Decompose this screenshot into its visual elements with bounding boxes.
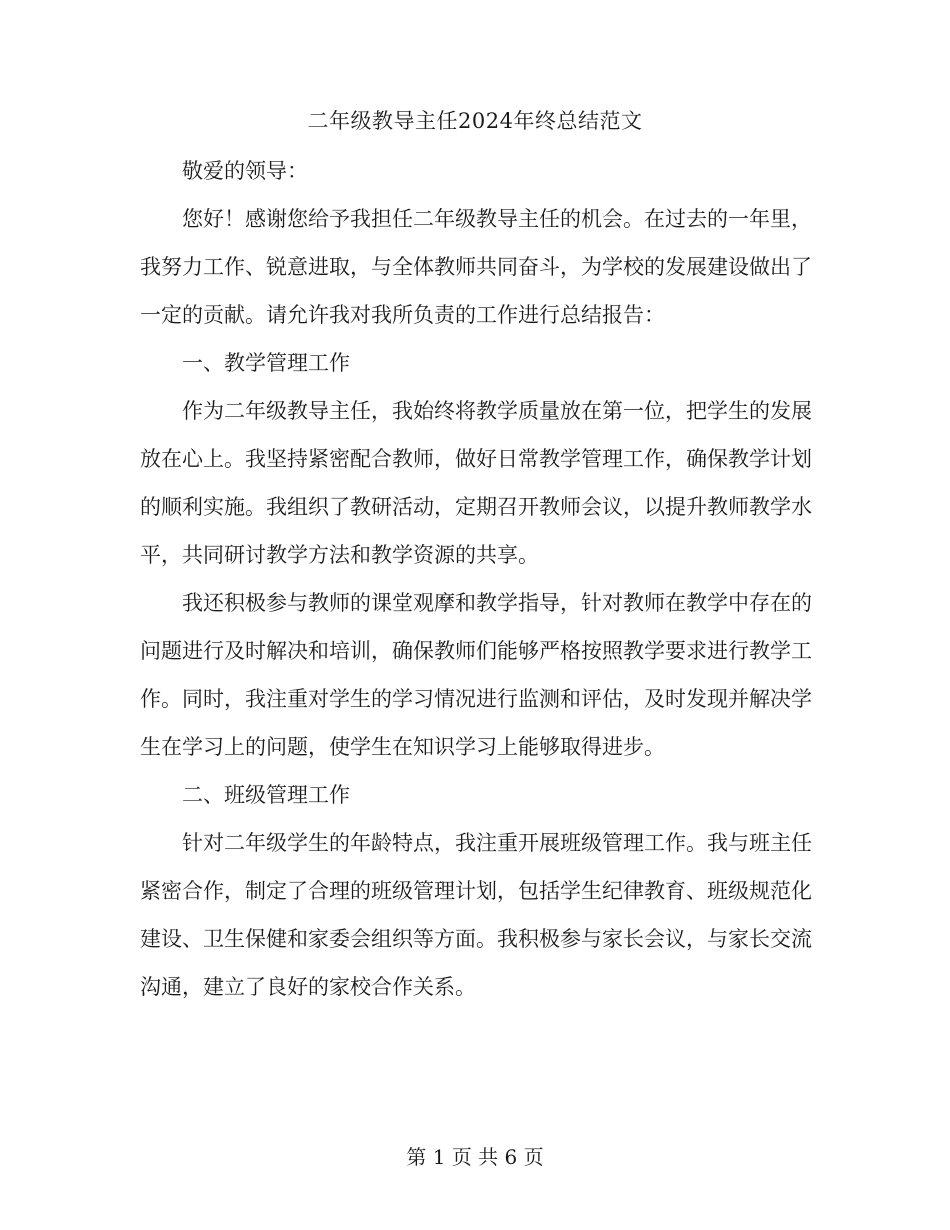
teaching-paragraph-2: 我还积极参与教师的课堂观摩和教学指导，针对教师在教学中存在的问题进行及时解决和培训，确保教师们能够严格按照教学要求进行教学工作。同时，我注重对学生的学习情况进行监测和评估，及时发现并解决学生在学习上的问题，使学生在知识学习上能够取得进步。	[140, 591, 812, 759]
page-number-footer: 第 1 页 共 6 页	[406, 1145, 544, 1169]
salutation-paragraph: 敬爱的领导：	[182, 159, 308, 183]
section-heading-teaching: 一、教学管理工作	[182, 351, 350, 375]
document-body	[140, 147, 812, 1011]
section-heading-class: 二、班级管理工作	[182, 783, 350, 807]
document-title: 二年级教导主任2024年终总结范文	[307, 109, 643, 133]
class-paragraph-1: 针对二年级学生的年龄特点，我注重开展班级管理工作。我与班主任紧密合作，制定了合理的班级管理计划，包括学生纪律教育、班级规范化建设、卫生保健和家委会组织等方面。我积极参与家长会议，与家长交流沟通，建立了良好的家校合作关系。	[140, 831, 812, 999]
teaching-paragraph-1: 作为二年级教导主任，我始终将教学质量放在第一位，把学生的发展放在心上。我坚持紧密配合教师，做好日常教学管理工作，确保教学计划的顺利实施。我组织了教研活动，定期召开教师会议，以提升教师教学水平，共同研讨教学方法和教学资源的共享。	[140, 399, 812, 567]
intro-paragraph: 您好！感谢您给予我担任二年级教导主任的机会。在过去的一年里，我努力工作、锐意进取，与全体教师共同奋斗，为学校的发展建设做出了一定的贡献。请允许我对我所负责的工作进行总结报告：	[140, 207, 812, 327]
